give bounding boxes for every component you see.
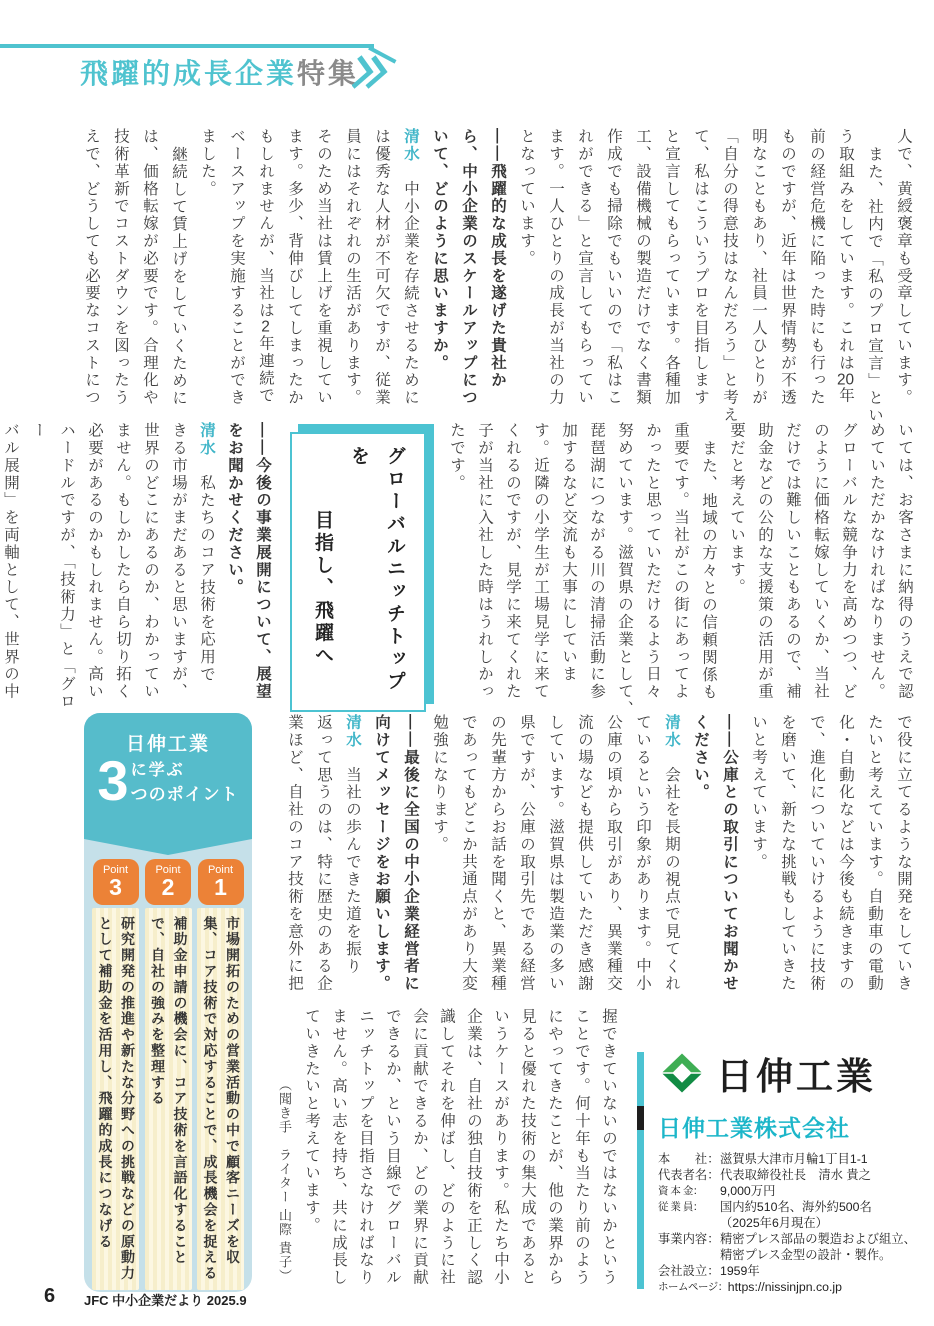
text-column: 重要です。当社がこの街にあってよ: [672, 422, 689, 701]
company-detail-row: [658, 1199, 922, 1231]
speaker-name: 清水: [663, 714, 680, 749]
pullquote-line: グローバルニッチトップを: [348, 446, 405, 694]
text-column: 清水 私たちのコア技術を応用で: [198, 422, 215, 684]
text-column: ません。高い志を持ち、共に成長し: [330, 1008, 347, 1287]
pullquote-box: [290, 432, 426, 712]
interviewer-question-column: をお聞かせください。: [226, 422, 243, 596]
double-chevron-icon: [352, 54, 396, 90]
article-band-1: [77, 128, 918, 428]
text-column: 会に貢献できるか、どの業界に貢献: [411, 1008, 428, 1287]
point-strip: [197, 859, 244, 1290]
text-column: いうケースがあります。私たち中小: [492, 1008, 509, 1287]
text-column: 化・自動化などは今後も続きますの: [837, 714, 854, 993]
point-badge: [93, 859, 139, 905]
company-profile-box: [637, 1042, 922, 1297]
company-details: [658, 1151, 922, 1295]
text-column: う取組みをしています。これは20年: [836, 128, 855, 405]
article-band-3: [280, 714, 918, 1014]
text-column: 業ほど、自社のコア技術を意外に把: [286, 714, 303, 993]
company-detail-row: [658, 1167, 922, 1183]
sidebar-header-suffix: つのポイント: [130, 785, 239, 805]
text-column: 世界のどこにあるのか、わかってい: [142, 422, 159, 701]
interviewer-question-column: 向けてメッセージをお願いします。: [373, 714, 390, 993]
point-badge: [145, 859, 191, 905]
text-column: 継続して賃上げをしていくために: [170, 145, 187, 407]
text-column: にやってきたことが、他の業界から: [546, 1008, 563, 1287]
points-sidebar: [84, 713, 252, 1292]
text-column: 流の場なども提供していただき感謝: [576, 714, 593, 993]
text-column: くれるのですが、見学に来てくれた: [504, 422, 521, 701]
text-column: 加するなど交流も大事にしていま: [560, 422, 577, 683]
point-badge-label: Point: [102, 864, 129, 876]
text-column: もしれませんが、当社は2年連続で: [257, 128, 274, 405]
text-column: 人で、黄綬褒章も受章しています。: [895, 128, 912, 407]
text-column: で役に立てるような開発をしていき: [895, 714, 912, 993]
text-column: たです。: [448, 422, 465, 492]
company-detail-label: 会社設立：: [658, 1264, 720, 1278]
header-rule: [0, 44, 374, 48]
text-column: 努めています。滋賀県の企業として、: [616, 422, 633, 718]
text-column: となっています。: [518, 128, 535, 268]
text-column: ものですが、近年は世界情勢が不透: [779, 128, 796, 407]
text-column: 清水 中小企業を存続させるために: [402, 128, 419, 407]
company-profile-body: [658, 1042, 922, 1295]
article-band-2: [0, 422, 918, 722]
text-column: バル展開」を両軸として、世界の中: [2, 422, 19, 701]
text-column: かったと思っていただけるよう日々: [644, 422, 661, 701]
text-column: と宣言してもらっています。各種加: [663, 128, 680, 407]
company-name: 日伸工業株式会社: [658, 1115, 850, 1141]
text-column: ません。もしかしたら自ら切り拓く: [114, 422, 131, 701]
text-column: 技術革新でコストダウンを図ったう: [112, 128, 129, 407]
text-column: 員にはそれぞれの生活があります。: [344, 128, 361, 407]
text-column: ハードルですが、「技術力」と「グロー: [30, 422, 75, 711]
company-detail-value: 1959年: [720, 1264, 760, 1278]
text-column: 清水 当社の歩んできた道を振り: [344, 714, 361, 976]
sidebar-header-lines: [131, 757, 239, 805]
text-column: す。近隣の小学生が工場見学に来て: [532, 422, 549, 701]
text-column: ているという印象があります。中小: [634, 714, 651, 993]
text-column: の先輩方からお話を聞くと、異業種: [489, 714, 506, 993]
company-detail-label: 代表者名：: [658, 1168, 720, 1182]
point-badge-number: 3: [109, 874, 122, 900]
text-column: であってもどこか共通点があり大変: [460, 714, 477, 993]
text-column: 県ですが、公庫の取引先である経営: [518, 714, 535, 993]
text-column: は、価格転嫁が必要です。合理化や: [141, 128, 158, 407]
company-detail-label: 本 社：: [658, 1152, 720, 1166]
text-column: また、地域の方々との信頼関係も: [700, 439, 717, 701]
company-detail-row: [658, 1151, 922, 1167]
company-logo-row: [658, 1042, 922, 1100]
text-column: ました。: [199, 128, 216, 198]
text-column: 握できていないのではないかという: [600, 1008, 617, 1287]
text-column: できるか、という目線でグローバル: [384, 1008, 401, 1287]
text-column: たいと考えています。自動車の電動: [866, 714, 883, 993]
text-column: えで、どうしても必要なコストにつ: [83, 128, 100, 407]
interviewer-question-column: ――最後に全国の中小企業経営者に: [402, 714, 419, 993]
company-detail-label: 事業内容：: [658, 1232, 720, 1246]
company-detail-row: [658, 1183, 922, 1199]
text-column: そのため当社は賃上げを重視してい: [315, 128, 332, 407]
interviewer-question-column: いて、どのように思いますか。: [431, 128, 448, 372]
sidebar-points: [84, 855, 252, 1290]
footer-issue-label: JFC 中小企業だより 2025.9: [84, 1293, 247, 1308]
text-column: を磨いて、新たな挑戦もしていきた: [779, 714, 796, 993]
point-badge-number: 2: [161, 874, 175, 900]
company-detail-value: https://nissinjpn.co.jp: [727, 1280, 842, 1294]
point-badge-label: Point: [207, 864, 234, 876]
company-detail-value: 9,000万円: [720, 1184, 776, 1198]
text-column: いては、お客さまに納得のうえで認: [896, 422, 913, 701]
credit-column: （聞き手 ライター 山際 貴子）: [277, 1078, 292, 1284]
text-column: 作成でも掃除でもいいので「私はこ: [605, 128, 622, 407]
text-column: 清水 会社を長期の視点で見てくれ: [663, 714, 680, 993]
text-column: グローバルな競争力を高めつつ、ど: [840, 422, 857, 701]
company-logo-text: 日伸工業: [716, 1056, 876, 1097]
text-column: きる市場がまだあると思いますが、: [170, 422, 187, 701]
text-column: 企業は、自社の独自技術を正しく認: [465, 1008, 482, 1287]
point-badge-label: Point: [155, 864, 181, 876]
company-accent-bar-black: [637, 1106, 644, 1130]
point-badge: [198, 859, 244, 905]
text-column: で、進化についていけるように技術: [808, 714, 825, 993]
company-detail-row: [658, 1263, 922, 1279]
text-column: しています。滋賀県は製造業の多い: [547, 714, 564, 993]
company-detail-row: [658, 1279, 922, 1295]
company-accent-bar: [637, 1052, 644, 1289]
text-column: 公庫の頃から取引があり、異業種交: [605, 714, 622, 993]
text-column: だけでは難しいこともあるので、補: [784, 422, 801, 701]
company-detail-row: [658, 1231, 922, 1263]
interviewer-question-column: ――今後の事業展開について、展望: [254, 422, 271, 701]
text-column: ます。多少、背伸びしてしまったか: [286, 128, 303, 407]
text-column: ベースアップを実施することができ: [228, 128, 245, 407]
company-detail-value: 滋賀県大津市月輪1丁目1-1: [720, 1152, 868, 1166]
text-column: めていただかなければなりません。: [868, 422, 885, 701]
points-sidebar-header: [84, 713, 252, 839]
company-detail-value: 国内約510名、海外約500名 （2025年6月現在）: [720, 1199, 922, 1231]
sidebar-header-triangle: [84, 839, 252, 855]
sidebar-company-name: 日伸工業: [125, 734, 210, 755]
text-column: 返って思うのは、特に歴史のある企: [315, 714, 332, 993]
company-detail-label: 資 本 金：: [658, 1185, 703, 1197]
text-column: て、私はこういうプロを目指します: [692, 128, 709, 407]
article-band-4: [271, 1008, 622, 1308]
company-detail-label: 従 業 員：: [658, 1201, 703, 1213]
text-column: 助金などの公的な支援策の活用が重: [756, 422, 773, 701]
text-column: れができる」と宣言してもらってい: [576, 128, 593, 407]
text-column: ことです。何十年も当たり前のよう: [573, 1008, 590, 1287]
text-column: 琵琶湖につながる川の清掃活動に参: [588, 422, 605, 701]
point-strip: [145, 859, 192, 1290]
company-logo-icon: [658, 1052, 706, 1094]
text-column: 前の経営危機に陥った時にも行った: [808, 128, 825, 407]
sidebar-big-number: 3: [97, 749, 129, 812]
text-column: 見ると優れた技術の集大成であると: [519, 1008, 536, 1287]
text-column: 勉強になります。: [431, 714, 448, 854]
point-text: 市場開拓のための営業活動の中で顧客ニーズを収集、コア技術で対応することで、成長機会を捉える: [197, 908, 244, 1290]
speaker-name: 清水: [198, 422, 215, 457]
interviewer-question-column: ――公庫との取引についてお聞かせ: [721, 714, 738, 993]
text-column: ます。一人ひとりの成長が当社の力: [547, 128, 564, 407]
text-column: また、社内で「私のプロ宣言」とい: [866, 145, 883, 424]
text-column: 識してそれを伸ばし、どのように社: [438, 1008, 455, 1287]
page-title-sub: 特集: [297, 58, 360, 89]
page-title-main: 飛躍的成長企業: [80, 58, 298, 89]
sidebar-header-row: [84, 749, 252, 812]
interviewer-question-column: ら、中小企業のスケールアップにつ: [460, 128, 477, 407]
speaker-name: 清水: [344, 714, 361, 749]
company-detail-label: ホームページ：: [658, 1281, 728, 1293]
text-column: ていきたいと考えています。: [303, 1008, 320, 1235]
interviewer-question-column: ください。: [692, 714, 709, 801]
sidebar-header-line2: に学ぶ: [130, 762, 185, 780]
text-column: いと考えています。: [750, 714, 767, 871]
company-detail-value: 精密プレス部品の製造および組立、精密プレス金型の設計・製作。: [720, 1232, 916, 1262]
page-title: [80, 52, 359, 92]
point-text: 補助金申請の機会に、コア技術を言語化することで、自社の強みを整理する: [145, 908, 192, 1290]
text-column: 工、設備機械の製造だけでなく書類: [634, 128, 651, 407]
text-column: は優秀な人材が不可欠ですが、従業: [373, 128, 390, 407]
text-column: 子が当社に入社した時はうれしかっ: [476, 422, 493, 701]
pullquote-line: 目指し、飛躍へ: [312, 510, 333, 668]
text-column: 「自分の得意技はなんだろう」と考え: [721, 128, 738, 424]
point-badge-number: 1: [214, 874, 227, 900]
company-detail-value: 代表取締役社長 清水 貴之: [720, 1168, 871, 1182]
interviewer-question-column: ――飛躍的な成長を遂げた貴社か: [489, 128, 506, 389]
company-detail-value2: （2025年6月現在）: [720, 1216, 828, 1230]
speaker-name: 清水: [402, 128, 419, 163]
text-column: ニッチトップを目指さなければなり: [357, 1008, 374, 1287]
text-column: 明なこともあり、社員一人ひとりが: [750, 128, 767, 407]
page-number: 6: [44, 1285, 56, 1307]
point-strip: [92, 859, 139, 1290]
text-column: のように価格転嫁していくか、当社: [812, 422, 829, 701]
text-column: 要だと考えています。: [728, 422, 745, 596]
text-column: 必要があるのかもしれません。高い: [86, 422, 103, 701]
point-text: 研究開発の推進や新たな分野への挑戦などの原動力として補助金を活用し、飛躍的成長につなげる: [92, 908, 139, 1290]
